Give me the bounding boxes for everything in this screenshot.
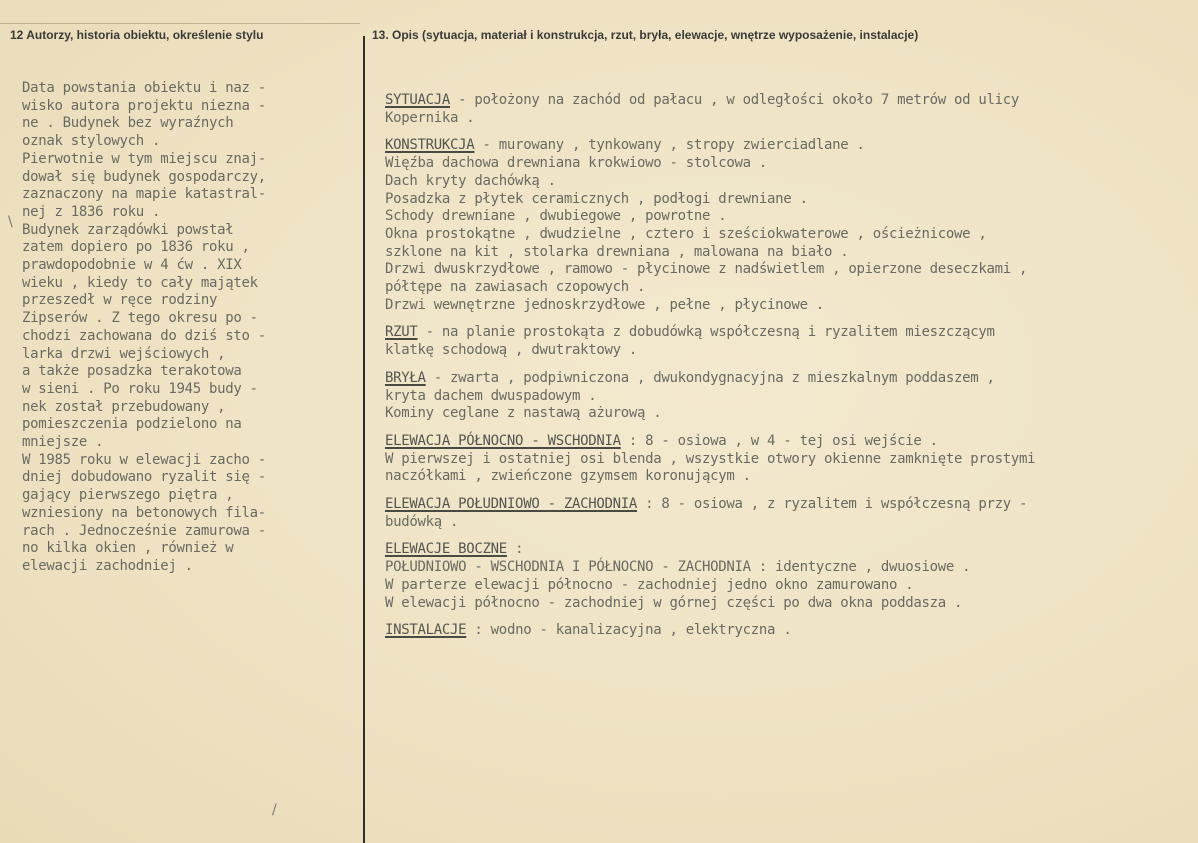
section-rzut bbox=[385, 324, 1197, 342]
section-text: szklone na kit , stolarka drewniana , malowana na biało . bbox=[385, 243, 849, 260]
history-line: larka drzwi wejściowych , bbox=[22, 345, 226, 362]
section-text: W pierwszej i ostatniej osi blenda , wszystkie otwory okienne zamknięte prostymi bbox=[385, 450, 1036, 467]
history-line: wzniesiony na betonowych fila- bbox=[22, 504, 266, 521]
history-line: w sieni . Po roku 1945 budy - bbox=[22, 380, 258, 397]
section-text: - zwarta , podpiwniczona , dwukondygnacyjna z mieszkalnym poddaszem , bbox=[425, 369, 995, 386]
section-instalacje bbox=[385, 622, 1197, 640]
history-line: dował się budynek gospodarczy, bbox=[22, 168, 266, 185]
section-text: Kopernika . bbox=[385, 109, 475, 126]
left-column-header: 12 Autorzy, historia obiektu, określenie stylu bbox=[10, 28, 264, 42]
section-text: Drzwi wewnętrzne jednoskrzydłowe , pełne , płycinowe . bbox=[385, 296, 824, 313]
section-text: Posadzka z płytek ceramicznych , podłogi drewniane . bbox=[385, 190, 808, 207]
section-bryla bbox=[385, 370, 1197, 388]
history-line: przeszedł w ręce rodziny bbox=[22, 292, 218, 309]
section-heading: KONSTRUKCJA bbox=[385, 137, 475, 154]
section-text: - na planie prostokąta z dobudówką współczesną i ryzalitem mieszczącym bbox=[417, 324, 995, 341]
history-line: rach . Jednocześnie zamurowa - bbox=[22, 522, 266, 539]
section-heading: RZUT bbox=[385, 324, 418, 341]
history-text bbox=[22, 80, 352, 576]
history-line: ne . Budynek bez wyraźnych bbox=[22, 115, 234, 132]
history-line: nek został przebudowany , bbox=[22, 398, 226, 415]
section-heading: SYTUACJA bbox=[385, 92, 451, 108]
section-text: budówką . bbox=[385, 513, 459, 530]
section-heading: ELEWACJA POŁUDNIOWO - ZACHODNIA bbox=[385, 496, 637, 513]
history-line: no kilka okien , również w bbox=[22, 540, 234, 557]
history-line: Pierwotnie w tym miejscu znaj- bbox=[22, 150, 266, 167]
section-text: : 8 - osiowa , z ryzalitem i współczesną przy - bbox=[637, 496, 1028, 513]
history-line: Budynek zarządówki powstał bbox=[22, 221, 234, 238]
section-text: : 8 - osiowa , w 4 - tej osi wejście . bbox=[620, 432, 938, 449]
history-line: Data powstania obiektu i naz - bbox=[22, 80, 266, 96]
section-elewacja-poludniowo-zachodnia bbox=[385, 496, 1197, 514]
right-column-header: 13. Opis (sytuacja, materiał i konstrukcja, rzut, bryła, elewacje, wnętrze wyposażenie, instalacje) bbox=[372, 28, 919, 42]
section-text: W parterze elewacji północno - zachodniej jedno okno zamurowano . bbox=[385, 576, 914, 593]
section-heading: ELEWACJA PÓŁNOCNO - WSCHODNIA bbox=[385, 432, 621, 449]
history-line: wieku , kiedy to cały majątek bbox=[22, 274, 258, 291]
section-heading: BRYŁA bbox=[385, 369, 426, 386]
section-text: Więźba dachowa drewniana krokwiowo - stolcowa . bbox=[385, 155, 768, 172]
section-text: W elewacji północno - zachodniej w górnej części po dwa okna poddasza . bbox=[385, 594, 963, 611]
section-elewacje-boczne bbox=[385, 541, 1197, 559]
section-text: Drzwi dwuskrzydłowe , ramowo - płycinowe z nadświetlem , opierzone deseczkami , bbox=[385, 261, 1028, 278]
history-line: oznak stylowych . bbox=[22, 133, 161, 150]
section-text: naczółkami , zwieńczone gzymsem koronującym . bbox=[385, 468, 751, 485]
section-text: : bbox=[506, 541, 524, 558]
section-heading: ELEWACJE BOCZNE bbox=[385, 541, 507, 558]
description-text bbox=[385, 92, 1197, 640]
history-line: wisko autora projektu niezna - bbox=[22, 97, 266, 114]
section-elewacja-polnocno-wschodnia bbox=[385, 433, 1197, 451]
history-line: nej z 1836 roku . bbox=[22, 203, 161, 220]
section-text: - położony na zachód od pałacu , w odległości około 7 metrów od ulicy bbox=[450, 92, 1020, 108]
pen-mark: \ bbox=[8, 214, 13, 230]
section-text: POŁUDNIOWO - WSCHODNIA I PÓŁNOCNO - ZACHODNIA : identyczne , dwuosiowe . bbox=[385, 559, 971, 576]
section-text: klatkę schodową , dwutraktowy . bbox=[385, 342, 637, 359]
history-line: dniej dobudowano ryzalit się - bbox=[22, 469, 266, 486]
history-line: Zipserów . Z tego okresu po - bbox=[22, 310, 258, 327]
section-text: Dach kryty dachówką . bbox=[385, 172, 556, 189]
history-line: prawdopodobnie w 4 ćw . XIX bbox=[22, 257, 242, 274]
section-text: Kominy ceglane z nastawą ażurową . bbox=[385, 405, 662, 422]
section-text: półtępe na zawiasach czopowych . bbox=[385, 279, 646, 296]
history-line: chodzi zachowana do dziś sto - bbox=[22, 327, 266, 344]
history-line: pomieszczenia podzielono na bbox=[22, 416, 242, 433]
history-line: gający pierwszego piętra , bbox=[22, 487, 234, 504]
history-line: W 1985 roku w elewacji zacho - bbox=[22, 451, 266, 468]
top-rule bbox=[0, 23, 360, 24]
history-line: zatem dopiero po 1836 roku , bbox=[22, 239, 250, 256]
pen-mark: / bbox=[272, 802, 277, 818]
history-line: a także posadzka terakotowa bbox=[22, 363, 242, 380]
history-line: zaznaczony na mapie katastral- bbox=[22, 186, 266, 203]
section-text: Schody drewniane , dwubiegowe , powrotne . bbox=[385, 208, 727, 225]
section-text: kryta dachem dwuspadowym . bbox=[385, 387, 597, 404]
column-divider bbox=[363, 36, 365, 843]
section-text: : wodno - kanalizacyjna , elektryczna . bbox=[466, 622, 792, 639]
section-konstrukcja bbox=[385, 137, 1197, 155]
section-text: Okna prostokątne , dwudzielne , cztero i sześciokwaterowe , ościeżnicowe , bbox=[385, 225, 987, 242]
history-line: elewacji zachodniej . bbox=[22, 557, 193, 574]
section-heading: INSTALACJE bbox=[385, 622, 467, 639]
history-line: mniejsze . bbox=[22, 434, 104, 451]
section-sytuacja bbox=[385, 92, 1197, 110]
section-text: - murowany , tynkowany , stropy zwierciadlane . bbox=[474, 137, 865, 154]
